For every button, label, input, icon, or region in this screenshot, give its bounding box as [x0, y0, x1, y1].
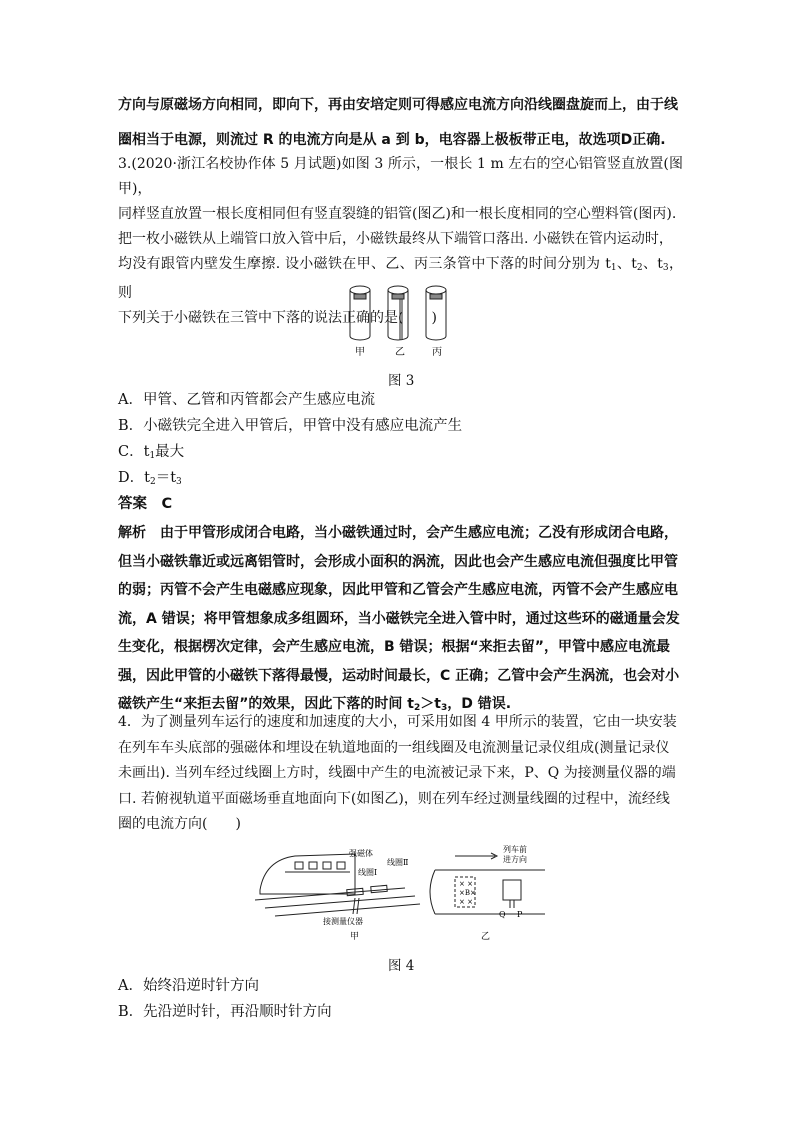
q3-analysis-line-6: 强，因此甲管的小磁铁下落得最慢，运动时间最长，C 正确；乙管中会产生涡流，也会对小 — [118, 667, 680, 684]
q3-answer: 答案 C — [118, 496, 173, 512]
tube-bing — [426, 286, 446, 340]
q4-line-2: 在列车车头底部的强磁体和埋设在轨道地面的一组线圈及电流测量记录仪组成(测量记录仪 — [118, 739, 670, 756]
label-strong-magnet: 强磁体 — [349, 849, 373, 858]
tube-yi — [388, 286, 408, 340]
field-x-marks-row-2: ×B× — [459, 889, 476, 897]
prev-explanation-line-2: 圈相当于电源，则流过 R 的电流方向是从 a 到 b，电容器上极板带正电，故选项D正确. — [118, 132, 666, 148]
q3-line-3: 把一枚小磁铁从上端管口放入管中后，小磁铁最终从下端管口落出. 小磁铁在管内运动时， — [118, 231, 673, 247]
label-bing: 丙 — [432, 347, 442, 358]
prev-explanation — [118, 88, 683, 158]
q3-analysis-line-3: 的弱；丙管不会产生电磁感应现象，因此甲管和乙管会产生感应电流，丙管不会产生感应电 — [118, 582, 678, 598]
q3-line-1: 3.(2020·浙江名校协作体 5 月试题)如图 3 所示，一根长 1 m 左右的空心铝管竖直放置(图甲)， — [118, 156, 683, 197]
label-coil-1: 线圈Ⅰ — [358, 868, 378, 877]
tube-jia — [350, 286, 370, 340]
figure-3-tubes — [340, 280, 460, 360]
q3-analysis-line-4: 流，A 错误；将甲管想象成多组圆环，当小磁铁完全进入管中时，通过这些环的磁通量会发 — [118, 610, 680, 627]
figure-4 — [255, 842, 565, 942]
field-x-marks-row-1: × × — [459, 880, 473, 888]
q3-line-2: 同样竖直放置一根长度相同但有竖直裂缝的铝管(图乙)和一根长度相同的空心塑料管(图丙). — [118, 206, 677, 222]
q4-line-5: 圈的电流方向( ) — [118, 816, 241, 832]
q4-line-4: 口. 若俯视轨道平面磁场垂直地面向下(如图乙)，则在列车经过测量线圈的过程中，流经线 — [118, 790, 670, 807]
field-x-marks-row-3: × × — [459, 898, 473, 906]
label-fig4-yi: 乙 — [481, 932, 491, 942]
label-p: P — [517, 910, 523, 919]
q4-option-a: A．始终沿逆时针方向 — [118, 978, 259, 994]
q4-line-3: 未画出). 当列车经过线圈上方时，线圈中产生的电流被记录下来，P、Q 为接测量仪器的端 — [118, 765, 676, 781]
label-coil-2: 线圈Ⅱ — [387, 858, 409, 867]
q3-analysis-line-7: 磁铁产生“来拒去留”的效果，因此下落的时间 $t_2>t_3$，D 错误. — [118, 696, 512, 713]
label-q: Q — [499, 910, 506, 919]
q3-analysis-line-2: 但当小磁铁靠近或远离铝管时，会形成小面积的涡流，因此也会产生感应电流但强度比甲管 — [118, 553, 678, 570]
label-train-direction-1: 列车前 — [503, 845, 527, 854]
q3-option-c: C．$t_1$最大 — [118, 444, 185, 461]
q3-line-4: 均没有跟管内壁发生摩擦. 设小磁铁在甲、乙、丙三条管中下落的时间分别为 $t_1$、$t_2$、$t_3$，则 — [118, 256, 683, 301]
figure-3-caption: 图 3 — [388, 373, 415, 389]
label-fig4-jia: 甲 — [350, 932, 360, 942]
top-view-diagram — [430, 853, 545, 914]
figure-4-caption: 图 4 — [388, 958, 415, 974]
q4-option-b: B．先沿逆时针，再沿顺时针方向 — [118, 1004, 332, 1020]
question-4-stem — [118, 710, 683, 838]
label-to-instrument: 接测量仪器 — [323, 917, 363, 926]
q3-line-5: 下列关于小磁铁在三管中下落的说法正确的是( ) — [118, 310, 437, 326]
label-yi: 乙 — [395, 347, 405, 358]
q3-analysis-line-1: 解析 由于甲管形成闭合电路，当小磁铁通过时，会产生感应电流；乙没有形成闭合电路， — [118, 525, 678, 541]
prev-explanation-line-1: 方向与原磁场方向相同，即向下，再由安培定则可得感应电流方向沿线圈盘旋而上，由于线 — [118, 97, 678, 113]
q3-option-a: A．甲管、乙管和丙管都会产生感应电流 — [118, 392, 375, 408]
q3-option-b: B．小磁铁完全进入甲管后，甲管中没有感应电流产生 — [118, 418, 463, 434]
label-train-direction-2: 进方向 — [503, 855, 527, 864]
q3-analysis — [118, 519, 683, 723]
q4-line-1: 4．为了测量列车运行的速度和加速度的大小，可采用如图 4 甲所示的装置，它由一块安装 — [118, 714, 677, 730]
q3-analysis-line-5: 生变化，根据楞次定律，会产生感应电流，B 错误；根据“来拒去留”，甲管中感应电流最 — [118, 639, 670, 655]
q3-option-d: D．$t_2=t_3$ — [118, 470, 182, 487]
label-jia: 甲 — [355, 347, 365, 358]
